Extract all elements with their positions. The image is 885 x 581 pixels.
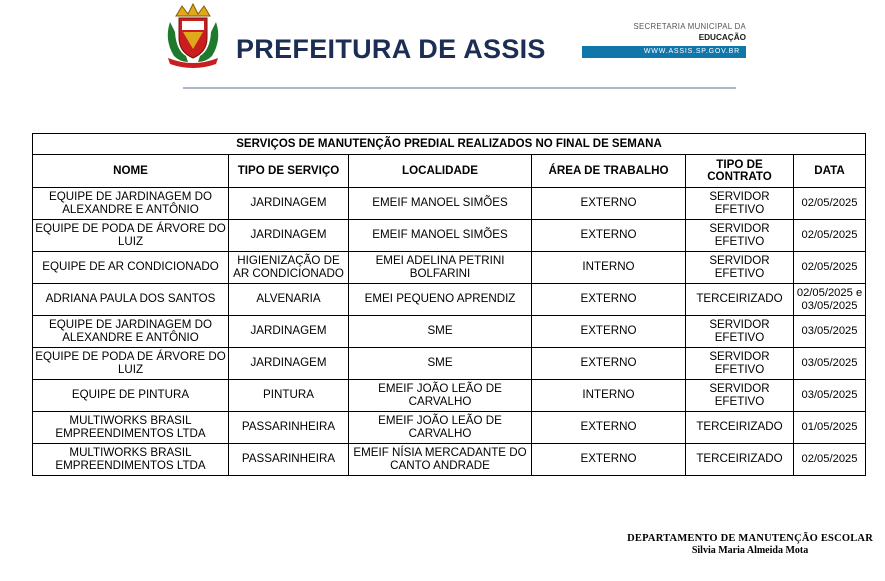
- department-name: DEPARTAMENTO DE MANUTENÇÃO ESCOLAR: [627, 533, 873, 544]
- table-row: [33, 316, 866, 348]
- col-nome-cell: MULTIWORKS BRASIL EMPREENDIMENTOS LTDA: [33, 444, 229, 476]
- col-nome-cell: MULTIWORKS BRASIL EMPREENDIMENTOS LTDA: [33, 412, 229, 444]
- city-crest-logo: [162, 2, 224, 68]
- col-tipo-servico-cell: HIGIENIZAÇÃO DE AR CONDICIONADO: [229, 252, 349, 284]
- col-area-trabalho-header: ÁREA DE TRABALHO: [532, 155, 686, 188]
- table-row: [33, 412, 866, 444]
- col-localidade-cell: SME: [349, 348, 532, 380]
- col-tipo-contrato-cell: SERVIDOR EFETIVO: [686, 348, 794, 380]
- signature-block: [627, 533, 873, 556]
- col-nome-cell: EQUIPE DE AR CONDICIONADO: [33, 252, 229, 284]
- col-data-cell: 02/05/2025: [794, 220, 866, 252]
- col-tipo-servico-cell: PINTURA: [229, 380, 349, 412]
- col-data-cell: 01/05/2025: [794, 412, 866, 444]
- col-data-header: DATA: [794, 155, 866, 188]
- col-tipo-contrato-cell: SERVIDOR EFETIVO: [686, 220, 794, 252]
- table-row: [33, 444, 866, 476]
- col-nome-cell: EQUIPE DE PINTURA: [33, 380, 229, 412]
- header-divider: [183, 87, 736, 89]
- col-tipo-servico-cell: ALVENARIA: [229, 284, 349, 316]
- col-data-cell: 03/05/2025: [794, 316, 866, 348]
- secretaria-logo: [582, 22, 746, 58]
- col-tipo-servico-header: TIPO DE SERVIÇO: [229, 155, 349, 188]
- brand-title: PREFEITURA DE ASSIS: [236, 34, 546, 64]
- table-row: [33, 252, 866, 284]
- col-tipo-servico-cell: JARDINAGEM: [229, 316, 349, 348]
- table-row: [33, 380, 866, 412]
- col-data-cell: 03/05/2025: [794, 380, 866, 412]
- col-data-cell: 02/05/2025: [794, 252, 866, 284]
- table-body: [33, 188, 866, 476]
- col-tipo-contrato-cell: TERCEIRIZADO: [686, 412, 794, 444]
- header-row: [33, 155, 866, 188]
- col-area-trabalho-cell: EXTERNO: [532, 220, 686, 252]
- table-row: [33, 284, 866, 316]
- col-localidade-cell: EMEIF JOÃO LEÃO DE CARVALHO: [349, 412, 532, 444]
- col-tipo-contrato-header: TIPO DE CONTRATO: [686, 155, 794, 188]
- col-nome-cell: EQUIPE DE JARDINAGEM DO ALEXANDRE E ANTÔNIO: [33, 316, 229, 348]
- col-area-trabalho-cell: EXTERNO: [532, 348, 686, 380]
- col-data-cell: 02/05/2025 e 03/05/2025: [794, 284, 866, 316]
- col-area-trabalho-cell: INTERNO: [532, 252, 686, 284]
- table-title: SERVIÇOS DE MANUTENÇÃO PREDIAL REALIZADOS NO FINAL DE SEMANA: [33, 134, 866, 155]
- col-localidade-cell: SME: [349, 316, 532, 348]
- col-localidade-cell: EMEIF MANOEL SIMÕES: [349, 188, 532, 220]
- col-localidade-header: LOCALIDADE: [349, 155, 532, 188]
- col-tipo-contrato-cell: SERVIDOR EFETIVO: [686, 380, 794, 412]
- col-area-trabalho-cell: INTERNO: [532, 380, 686, 412]
- col-tipo-contrato-cell: SERVIDOR EFETIVO: [686, 316, 794, 348]
- col-area-trabalho-cell: EXTERNO: [532, 444, 686, 476]
- col-tipo-contrato-cell: TERCEIRIZADO: [686, 444, 794, 476]
- col-tipo-servico-cell: JARDINAGEM: [229, 348, 349, 380]
- website-url: WWW.ASSIS.SP.GOV.BR: [582, 46, 746, 58]
- col-nome-cell: EQUIPE DE JARDINAGEM DO ALEXANDRE E ANTÔNIO: [33, 188, 229, 220]
- signer-name: Silvia Maria Almeida Mota: [691, 545, 809, 556]
- col-localidade-cell: EMEIF NÍSIA MERCADANTE DO CANTO ANDRADE: [349, 444, 532, 476]
- col-area-trabalho-cell: EXTERNO: [532, 188, 686, 220]
- col-tipo-servico-cell: PASSARINHEIRA: [229, 412, 349, 444]
- col-tipo-servico-cell: JARDINAGEM: [229, 220, 349, 252]
- col-nome-cell: EQUIPE DE PODA DE ÁRVORE DO LUIZ: [33, 220, 229, 252]
- col-localidade-cell: EMEIF MANOEL SIMÕES: [349, 220, 532, 252]
- col-area-trabalho-cell: EXTERNO: [532, 284, 686, 316]
- col-nome-cell: EQUIPE DE PODA DE ÁRVORE DO LUIZ: [33, 348, 229, 380]
- col-nome-header: NOME: [33, 155, 229, 188]
- col-area-trabalho-cell: EXTERNO: [532, 412, 686, 444]
- col-nome-cell: ADRIANA PAULA DOS SANTOS: [33, 284, 229, 316]
- col-tipo-servico-cell: PASSARINHEIRA: [229, 444, 349, 476]
- col-localidade-cell: EMEI ADELINA PETRINI BOLFARINI: [349, 252, 532, 284]
- col-data-cell: 02/05/2025: [794, 444, 866, 476]
- col-localidade-cell: EMEI PEQUENO APRENDIZ: [349, 284, 532, 316]
- table-row: [33, 348, 866, 380]
- col-area-trabalho-cell: EXTERNO: [532, 316, 686, 348]
- secretaria-label: SECRETARIA MUNICIPAL DA: [633, 22, 746, 31]
- col-localidade-cell: EMEIF JOÃO LEÃO DE CARVALHO: [349, 380, 532, 412]
- col-data-cell: 02/05/2025: [794, 188, 866, 220]
- col-data-cell: 03/05/2025: [794, 348, 866, 380]
- services-table: [32, 133, 866, 476]
- educacao-label: EDUCAÇÃO: [698, 33, 746, 42]
- table-row: [33, 188, 866, 220]
- col-tipo-servico-cell: JARDINAGEM: [229, 188, 349, 220]
- col-tipo-contrato-cell: SERVIDOR EFETIVO: [686, 188, 794, 220]
- col-tipo-contrato-cell: TERCEIRIZADO: [686, 284, 794, 316]
- table-row: [33, 220, 866, 252]
- col-tipo-contrato-cell: SERVIDOR EFETIVO: [686, 252, 794, 284]
